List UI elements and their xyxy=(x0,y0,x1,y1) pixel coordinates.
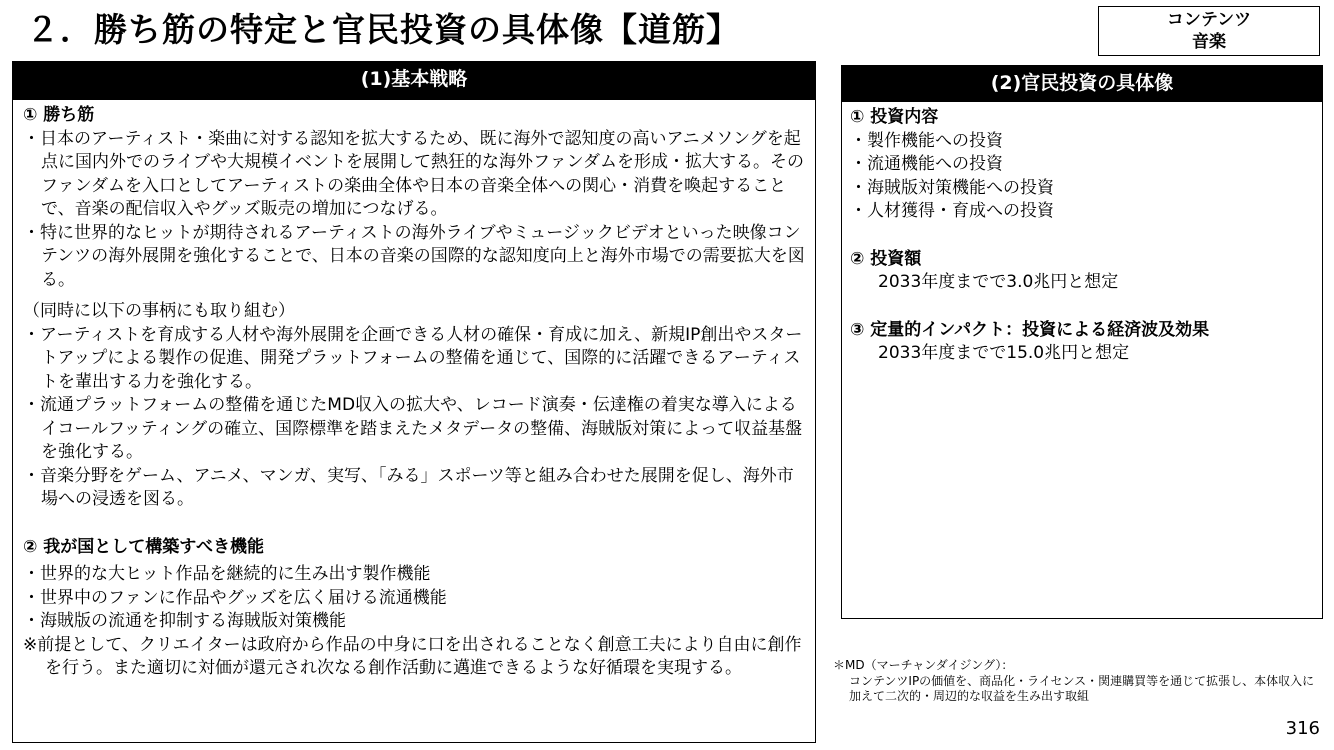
list-item: ・アーティストを育成する人材や海外展開を企画できる人材の確保・育成に加え、新規IP創出やスタートアップによる製作の促進、開発プラットフォームの整備を通じて、国際的に活躍できるアーティストを輩出する力を強化する。 xyxy=(23,324,803,392)
investment-amount-heading: ② 投資額 xyxy=(850,248,922,269)
investment-header: (2)官民投資の具体像 xyxy=(842,66,1322,102)
page-number: 316 xyxy=(1285,718,1320,739)
page-title: ２．勝ち筋の特定と官民投資の具体像【道筋】 xyxy=(26,10,740,49)
category-tag xyxy=(1098,6,1320,56)
economic-impact-heading: ③ 定量的インパクト：投資による経済波及効果 xyxy=(850,319,1210,340)
category-tag-line1: コンテンツ xyxy=(1166,10,1252,30)
category-tag-line2: 音楽 xyxy=(1192,32,1226,52)
list-item: ・音楽分野をゲーム、アニメ、マンガ、実写、「みる」スポーツ等と組み合わせた展開を促し、海外市場への浸透を図る。 xyxy=(23,465,794,509)
list-item: ・流通機能への投資 xyxy=(850,154,1003,174)
footnote xyxy=(833,658,1323,705)
winning-path-heading: ① 勝ち筋 xyxy=(23,105,95,125)
list-item: ・世界的な大ヒット作品を継続的に生み出す製作機能 xyxy=(23,564,431,584)
list-item: ・特に世界的なヒットが期待されるアーティストの海外ライブやミュージックビデオといった映像コンテンツの海外展開を強化することで、日本の音楽の国際的な認知度向上と海外市場での需要拡大を図る。 xyxy=(23,222,805,290)
economic-impact-text: 2033年度までで15.0兆円と想定 xyxy=(878,343,1130,363)
list-item: ・人材獲得・育成への投資 xyxy=(850,201,1054,221)
premise-note: ※前提として、クリエイターは政府から作品の中身に口を出されることなく創意工夫により自由に創作を行う。また適切に対価が還元され次なる創作活動に邁進できるような好循環を実現する。 xyxy=(23,634,802,678)
list-item: ・日本のアーティスト・楽曲に対する認知を拡大するため、既に海外で認知度の高いアニメソングを起点に国内外でのライブや大規模イベントを展開して熱狂的な海外ファンダムを形成・拡大する。そのファンダムを入口としてアーティストの楽曲全体や日本の音楽全体への関心・消費を喚起することで、音楽の配信収入やグッズ販売の増加につなげる。 xyxy=(23,128,804,219)
list-item: ・海賊版対策機能への投資 xyxy=(850,177,1054,198)
footnote-body: コンテンツIPの価値を、商品化・ライセンス・関連購買等を通じて拡張し、本体収入に加えて二次的・周辺的な収益を生み出す取組 xyxy=(849,673,1315,703)
footnote-head: ＊MD（マーチャンダイジング）： xyxy=(833,658,1014,672)
list-item: ・製作機能への投資 xyxy=(850,130,1003,151)
list-item: ・海賊版の流通を抑制する海賊版対策機能 xyxy=(23,611,346,631)
investment-content-heading: ① 投資内容 xyxy=(850,107,939,127)
investment-panel xyxy=(841,65,1323,619)
basic-strategy-header: (1)基本戦略 xyxy=(13,62,815,100)
list-item: ・流通プラットフォームの整備を通じたMD収入の拡大や、レコード演奏・伝達権の着実な導入によるイコールフッティングの確立、国際標準を踏まえたメタデータの整備、海賊版対策によって収益基盤を強化する。 xyxy=(23,395,803,462)
basic-strategy-panel xyxy=(12,61,816,743)
list-item: ・世界中のファンに作品やグッズを広く届ける流通機能 xyxy=(23,587,447,608)
functions-heading: ② 我が国として構築すべき機能 xyxy=(23,536,264,557)
also-address-label: （同時に以下の事柄にも取り組む） xyxy=(23,301,295,321)
investment-amount-text: 2033年度までで3.0兆円と想定 xyxy=(878,272,1119,292)
